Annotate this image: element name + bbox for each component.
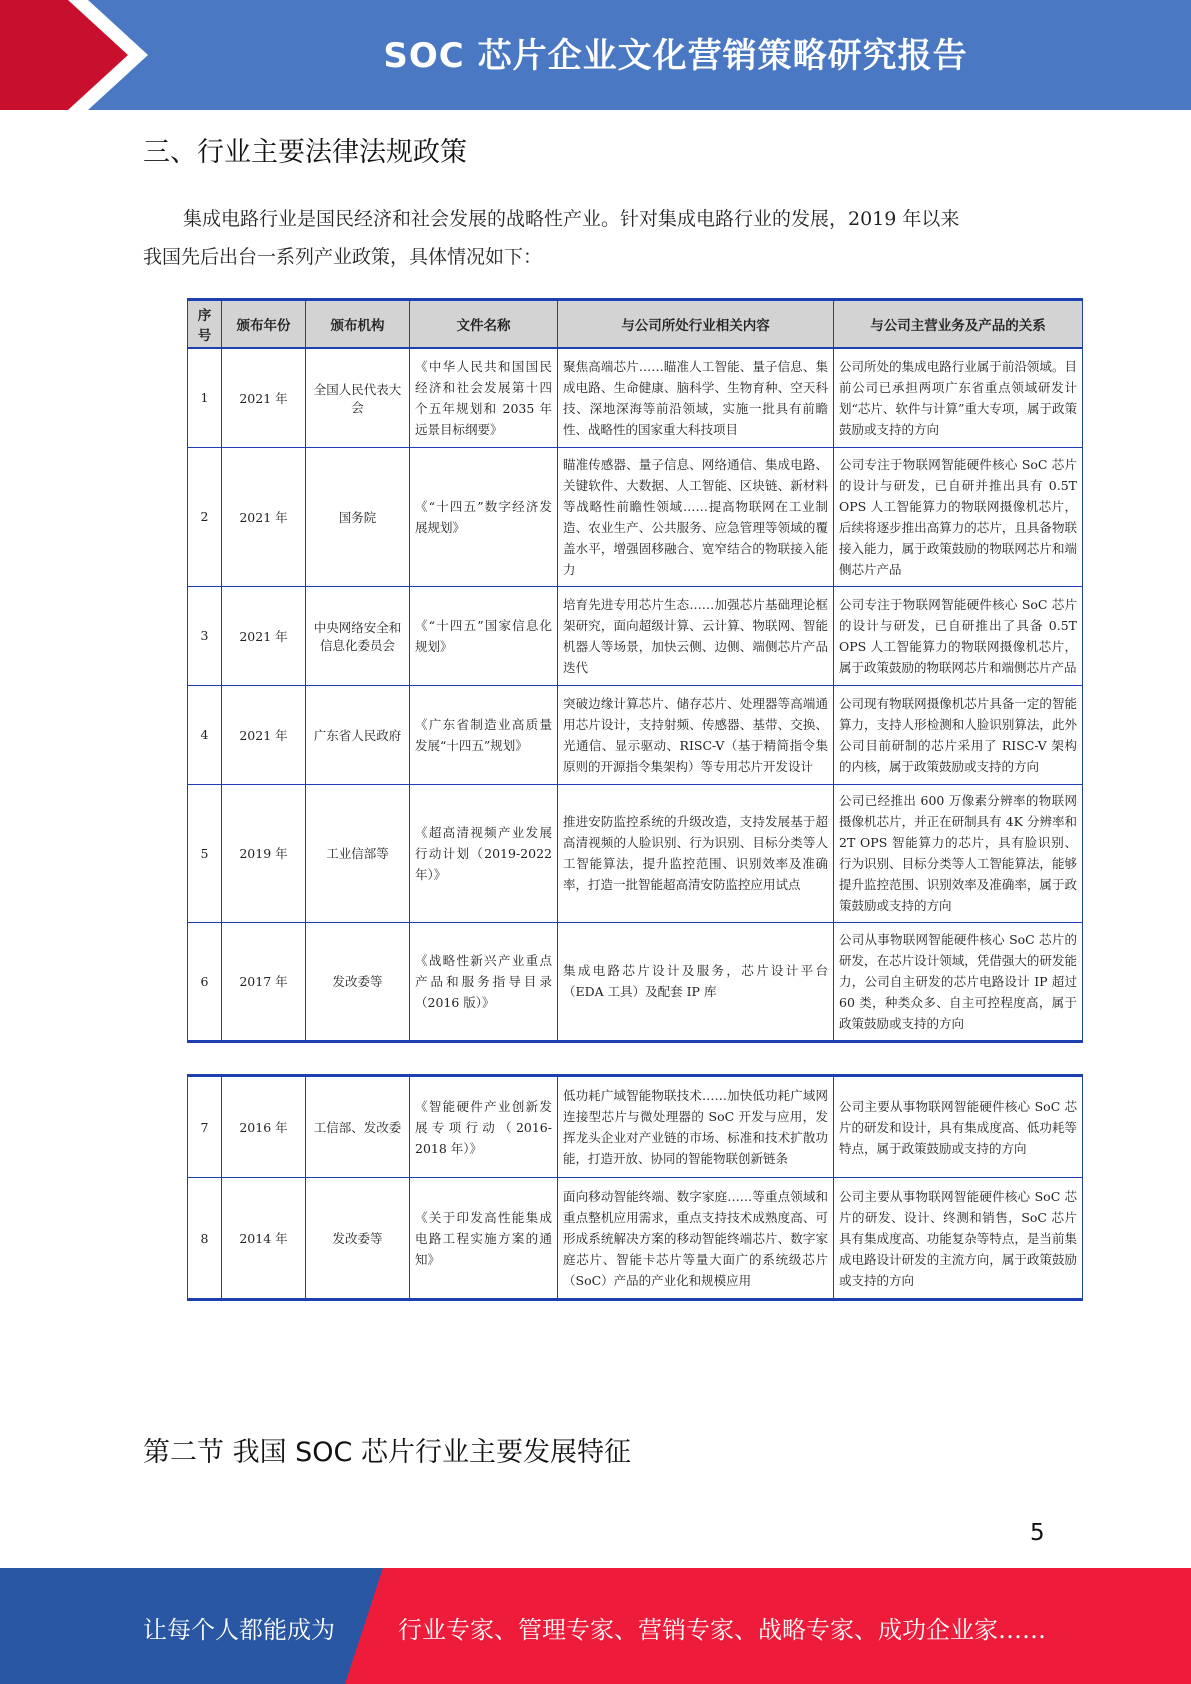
cell-no: 7 — [188, 1076, 222, 1178]
cell-agency: 工业信部等 — [306, 784, 410, 922]
section-heading: 三、行业主要法律法规政策 — [143, 137, 467, 168]
cell-relation: 公司所处的集成电路行业属于前沿领域。目前公司已承担两项广东省重点领域研发计划“芯片、软件与计算”重大专项，属于政策鼓励或支持的方向 — [834, 348, 1083, 447]
subsection-heading: 第二节 我国 SOC 芯片行业主要发展特征 — [143, 1437, 631, 1468]
table-row — [188, 685, 1083, 784]
footer-slogan-right: 行业专家、管理专家、营销专家、战略专家、成功企业家…… — [398, 1616, 1046, 1644]
cell-no: 6 — [188, 922, 222, 1041]
footer-bar — [0, 1568, 1191, 1684]
document-title: SOC 芯片企业文化营销策略研究报告 — [383, 36, 968, 76]
cell-agency: 国务院 — [306, 447, 410, 586]
cell-doc: 《智能硬件产业创新发展专项行动（2016-2018 年）》 — [410, 1076, 558, 1178]
table-row — [188, 348, 1083, 447]
table-row — [188, 1076, 1083, 1178]
cell-no: 4 — [188, 685, 222, 784]
footer-slogan-left: 让每个人都能成为 — [143, 1616, 335, 1644]
cell-agency: 发改委等 — [306, 922, 410, 1041]
cell-year: 2014 年 — [222, 1178, 306, 1300]
header-relation: 与公司主营业务及产品的关系 — [834, 300, 1083, 349]
cell-no: 3 — [188, 586, 222, 685]
policy-table-continued — [187, 1074, 1083, 1301]
cell-doc: 《“十四五”国家信息化规划》 — [410, 586, 558, 685]
header-doc: 文件名称 — [410, 300, 558, 349]
cell-agency: 全国人民代表大会 — [306, 348, 410, 447]
cell-year: 2021 年 — [222, 348, 306, 447]
cell-year: 2016 年 — [222, 1076, 306, 1178]
table-header-row — [188, 300, 1083, 349]
cell-no: 8 — [188, 1178, 222, 1300]
cell-content: 推进安防监控系统的升级改造，支持发展基于超高清视频的人脸识别、行为识别、目标分类等人工智能算法，提升监控范围、识别效率及准确率，打造一批智能超高清安防监控应用试点 — [558, 784, 834, 922]
table-row — [188, 784, 1083, 922]
cell-relation: 公司专注于物联网智能硬件核心 SoC 芯片的设计与研发，已自研推出了具备 0.5T OPS 人工智能算力的物联网摄像机芯片，属于政策鼓励的物联网芯片和端侧芯片产品 — [834, 586, 1083, 685]
cell-year: 2021 年 — [222, 685, 306, 784]
cell-content: 集成电路芯片设计及服务，芯片设计平台（EDA 工具）及配套 IP 库 — [558, 922, 834, 1041]
cell-agency: 发改委等 — [306, 1178, 410, 1300]
cell-relation: 公司已经推出 600 万像素分辨率的物联网摄像机芯片，并正在研制具有 4K 分辨率和 2T OPS 智能算力的芯片，具有脸识别、行为识别、目标分类等人工智能算法，能够提升监控范围、识别效率及准确率，属于政策鼓励或支持的方向 — [834, 784, 1083, 922]
cell-doc: 《战略性新兴产业重点产品和服务指导目录（2016 版）》 — [410, 922, 558, 1041]
policy-table — [187, 298, 1083, 1043]
policy-table-part-2 — [187, 1074, 1082, 1301]
table-row — [188, 1178, 1083, 1300]
header-agency: 颁布机构 — [306, 300, 410, 349]
intro-line-2: 我国先后出台一系列产业政策，具体情况如下： — [143, 246, 543, 268]
cell-no: 5 — [188, 784, 222, 922]
page-number: 5 — [1030, 1520, 1045, 1546]
cell-relation: 公司现有物联网摄像机芯片具备一定的智能算力，支持人形检测和人脸识别算法，此外公司目前研制的芯片采用了 RISC-V 架构的内核，属于政策鼓励或支持的方向 — [834, 685, 1083, 784]
policy-table-part-1 — [187, 298, 1082, 1043]
cell-content: 低功耗广域智能物联技术……加快低功耗广域网连接型芯片与微处理器的 SoC 开发与应用，发挥龙头企业对产业链的市场、标准和技术扩散功能，打造开放、协同的智能物联创新链条 — [558, 1076, 834, 1178]
header-bar — [0, 0, 1191, 110]
cell-doc: 《中华人民共和国国民经济和社会发展第十四个五年规划和 2035 年远景目标纲要》 — [410, 348, 558, 447]
cell-no: 1 — [188, 348, 222, 447]
cell-agency: 广东省人民政府 — [306, 685, 410, 784]
cell-doc: 《“十四五”数字经济发展规划》 — [410, 447, 558, 586]
cell-content: 聚焦高端芯片……瞄准人工智能、量子信息、集成电路、生命健康、脑科学、生物育种、空天科技、深地深海等前沿领域，实施一批具有前瞻性、战略性的国家重大科技项目 — [558, 348, 834, 447]
header-no: 序号 — [188, 300, 222, 349]
cell-relation: 公司主要从事物联网智能硬件核心 SoC 芯片的研发、设计、终测和销售，SoC 芯片具有集成度高、功能复杂等特点，是当前集成电路设计研发的主流方向，属于政策鼓励或支持的方向 — [834, 1178, 1083, 1300]
cell-year: 2021 年 — [222, 447, 306, 586]
cell-content: 面向移动智能终端、数字家庭……等重点领域和重点整机应用需求，重点支持技术成熟度高、可形成系统解决方案的移动智能终端芯片、数字家庭芯片、智能卡芯片等量大面广的系统级芯片（SoC）产品的产业化和规模应用 — [558, 1178, 834, 1300]
cell-year: 2021 年 — [222, 586, 306, 685]
cell-relation: 公司主要从事物联网智能硬件核心 SoC 芯片的研发和设计，具有集成度高、低功耗等特点，属于政策鼓励或支持的方向 — [834, 1076, 1083, 1178]
table-row — [188, 447, 1083, 586]
header-chevron-icon — [0, 0, 160, 110]
cell-no: 2 — [188, 447, 222, 586]
cell-doc: 《关于印发高性能集成电路工程实施方案的通知》 — [410, 1178, 558, 1300]
cell-year: 2019 年 — [222, 784, 306, 922]
cell-year: 2017 年 — [222, 922, 306, 1041]
cell-content: 培育先进专用芯片生态……加强芯片基础理论框架研究，面向超级计算、云计算、物联网、智能机器人等场景，加快云侧、边侧、端侧芯片产品迭代 — [558, 586, 834, 685]
cell-content: 瞄准传感器、量子信息、网络通信、集成电路、关键软件、大数据、人工智能、区块链、新材料等战略性前瞻性领域……提高物联网在工业制造、农业生产、公共服务、应急管理等领域的覆盖水平，增强固移融合、宽窄结合的物联接入能力 — [558, 447, 834, 586]
intro-paragraph — [143, 200, 1043, 276]
header-content: 与公司所处行业相关内容 — [558, 300, 834, 349]
table-row — [188, 922, 1083, 1041]
cell-content: 突破边缘计算芯片、储存芯片、处理器等高端通用芯片设计，支持射频、传感器、基带、交换、光通信、显示驱动、RISC-V（基于精简指令集原则的开源指令集架构）等专用芯片开发设计 — [558, 685, 834, 784]
cell-agency: 工信部、发改委 — [306, 1076, 410, 1178]
cell-doc: 《超高清视频产业发展行动计划（2019-2022 年）》 — [410, 784, 558, 922]
cell-agency: 中央网络安全和信息化委员会 — [306, 586, 410, 685]
header-year: 颁布年份 — [222, 300, 306, 349]
table-row — [188, 586, 1083, 685]
cell-relation: 公司专注于物联网智能硬件核心 SoC 芯片的设计与研发，已自研并推出具有 0.5T OPS 人工智能算力的物联网摄像机芯片，后续将逐步推出高算力的芯片，且具备物联接入能力，属于政策鼓励的物联网芯片和端侧芯片产品 — [834, 447, 1083, 586]
cell-relation: 公司从事物联网智能硬件核心 SoC 芯片的研发，在芯片设计领域，凭借强大的研发能力，公司自主研发的芯片电路设计 IP 超过 60 类，种类众多、自主可控程度高，属于政策鼓励或支持的方向 — [834, 922, 1083, 1041]
cell-doc: 《广东省制造业高质量发展“十四五”规划》 — [410, 685, 558, 784]
intro-line-1: 集成电路行业是国民经济和社会发展的战略性产业。针对集成电路行业的发展，2019 年以来 — [183, 208, 960, 230]
